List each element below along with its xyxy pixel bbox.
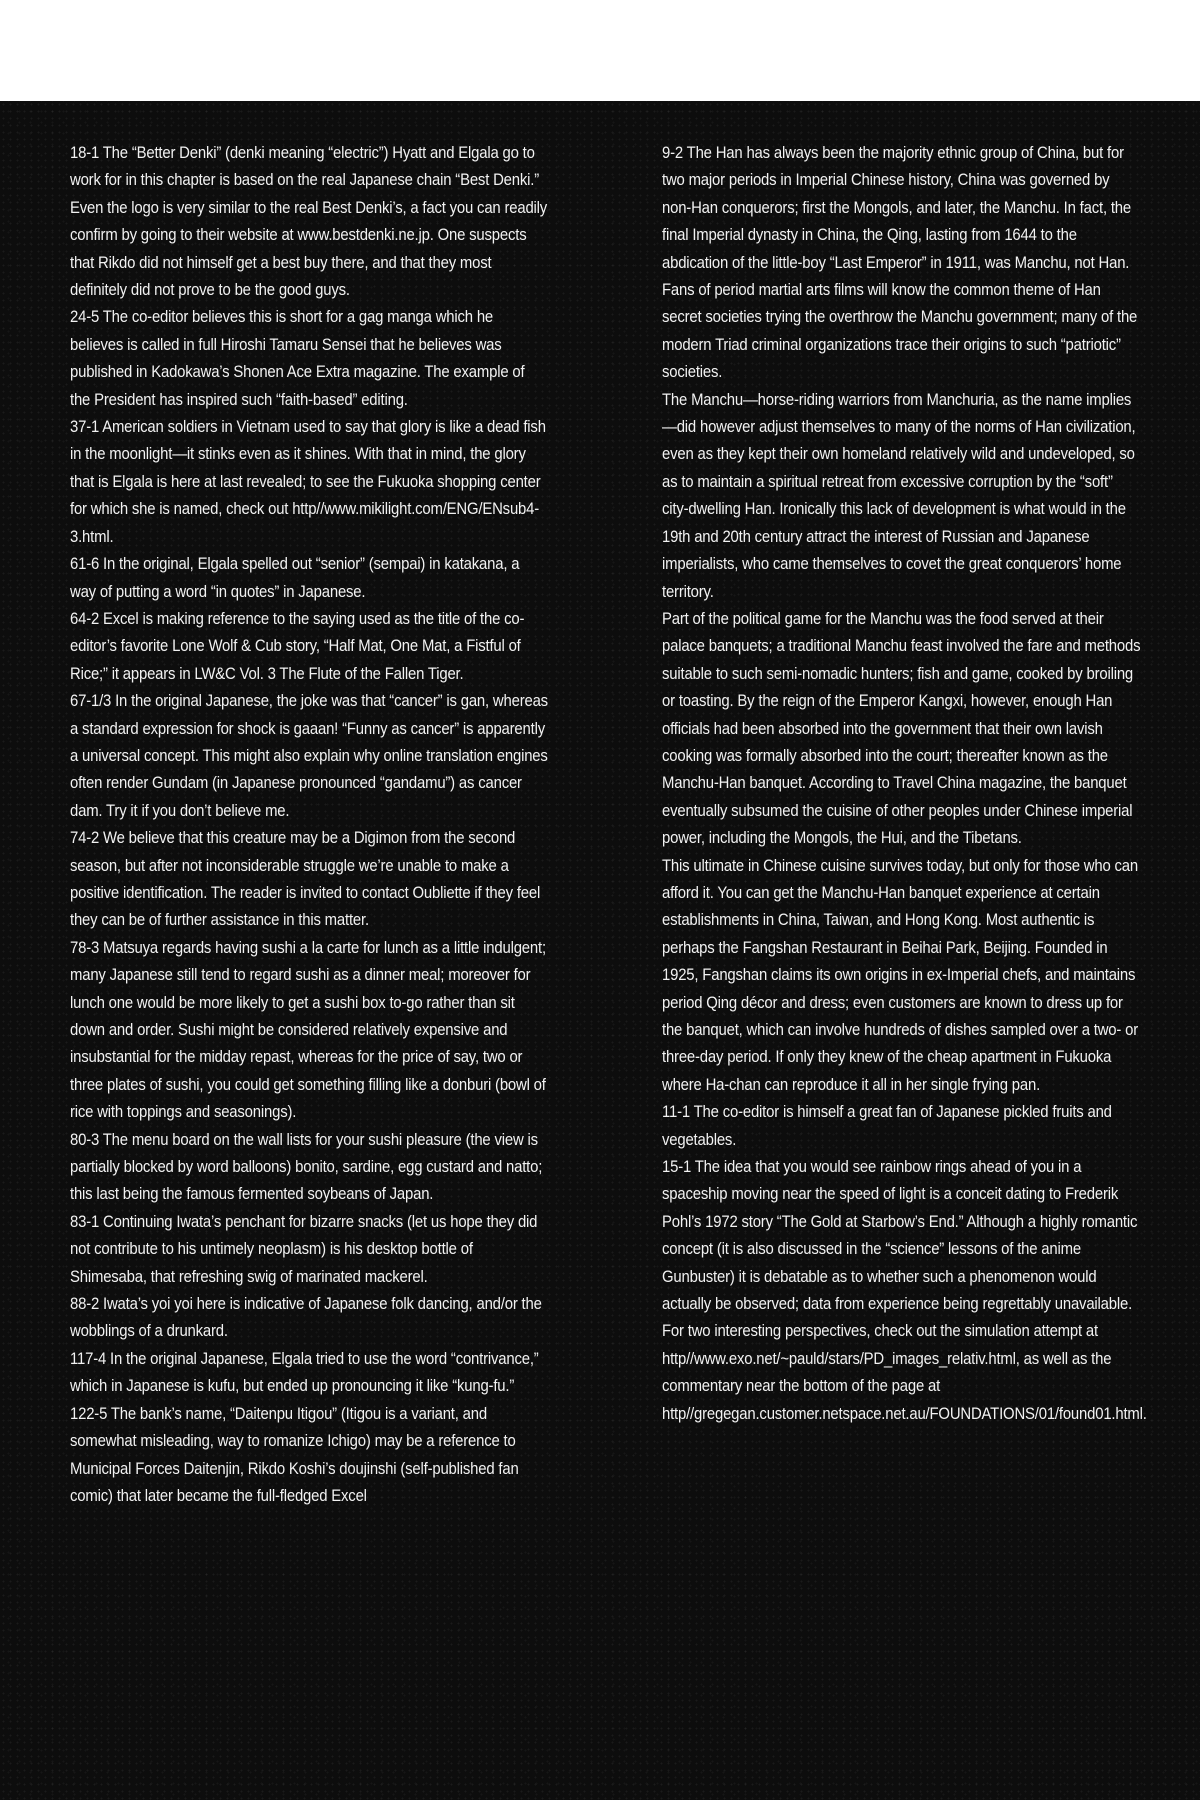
note-80-3: 80-3 The menu board on the wall lists for your sushi pleasure (the view is partially blocked by word balloons) bonito, sardine, egg custard and natto; this last being the famous fermented soybeans of Japan. [70,1130,543,1204]
note-83-1: 83-1 Continuing Iwata’s penchant for bizarre snacks (let us hope they did not contribute to his untimely neoplasm) is his desktop bottle of Shimesaba, that refreshing swig of marinated mackerel. [70,1212,538,1286]
right-column [662,140,1147,1428]
note-manchu-paragraph: The Manchu—horse-riding warriors from Manchuria, as the name implies—did however adjust themselves to many of the norms of Han civilization, even as they kept their own homeland relatively wild and undeveloped, so as to maintain a spiritual retreat from excessive corruption by the “soft” city-dwelling Han. Ironically this lack of development is what would in the 19th and 20th century attract the interest of Russian and Japanese imperialists, who came themselves to covet the great conquerors’ home territory. [662,390,1136,601]
note-64-2: 64-2 Excel is making reference to the saying used as the title of the co-editor’s favorite Lone Wolf & Cub story, “Half Mat, One Mat, a Fistful of Rice;” it appears in LW&C Vol. 3 The Flute of the Fallen Tiger. [70,609,525,683]
note-9-2: 9-2 The Han has always been the majority ethnic group of China, but for two major periods in Imperial Chinese history, China was governed by non-Han conquerors; first the Mongols, and later, the Manchu. In fact, the final Imperial dynasty in China, the Qing, lasting from 1644 to the abdication of the little-boy “Last Emperor” in 1911, was Manchu, not Han. Fans of period martial arts films will know the common theme of Han secret societies trying the overthrow the Manchu government; many of the modern Triad criminal organizations trace their origins to such “patriotic” societies. [662,144,1138,382]
left-column [70,140,548,1510]
note-15-1: 15-1 The idea that you would see rainbow rings ahead of you in a spaceship moving near the speed of light is a conceit dating to Frederik Pohl’s 1972 story “The Gold at Starbow’s End.” Although a highly romantic concept (it is also discussed in the “science” lessons of the anime Gunbuster) it is debatable as to whether such a phenomenon would actually be observed; data from experience being regrettably unavailable. For two interesting perspectives, check out the simulation attempt at http//www.exo.net/~pauld/stars/PD_images_relativ.html, as well as the commentary near the bottom of the page at http//gregegan.customer.netspace.net.au/FOUNDATIONS/01/found01.html. [662,1158,1147,1423]
note-61-6: 61-6 In the original, Elgala spelled out “senior” (sempai) in katakana, a way of putting a word “in quotes” in Japanese. [70,555,520,601]
note-11-1: 11-1 The co-editor is himself a great fan of Japanese pickled fruits and vegetables. [662,1103,1112,1149]
note-cuisine-paragraph: This ultimate in Chinese cuisine survives today, but only for those who can afford it. You can get the Manchu-Han banquet experience at certain establishments in China, Taiwan, and Hong Kong. Most authentic is perhaps the Fangshan Restaurant in Beihai Park, Beijing. Founded in 1925, Fangshan claims its own origins in ex-Imperial chefs, and maintains period Qing décor and dress; even customers are known to dress up for the banquet, which can involve hundreds of dishes sampled over a two- or three-day period. If only they knew of the cheap apartment in Fukuoka where Ha-chan can reproduce it all in her single frying pan. [662,856,1139,1094]
note-122-5: 122-5 The bank’s name, “Daitenpu Itigou” (Itigou is a variant, and somewhat misleading, way to romanize Ichigo) may be a reference to Municipal Forces Daitenjin, Rikdo Koshi’s doujinshi (self-published fan comic) that later became the full-fledged Excel [70,1404,519,1505]
note-37-1: 37-1 American soldiers in Vietnam used to say that glory is like a dead fish in the moonlight—it stinks even as it shines. With that in mind, the glory that is Elgala is here at last revealed; to see the Fukuoka shopping center for which she is named, check out http//www.mikilight.com/ENG/ENsub4-3.html. [70,418,546,546]
note-88-2: 88-2 Iwata’s yoi yoi here is indicative of Japanese folk dancing, and/or the wobblings of a drunkard. [70,1295,542,1341]
note-banquet-paragraph: Part of the political game for the Manchu was the food served at their palace banquets; a traditional Manchu feast involved the fare and methods suitable to such semi-nomadic hunters; fish and game, cooked by broiling or toasting. By the reign of the Emperor Kangxi, however, enough Han officials had been absorbed into the government that their own lavish cooking was formally absorbed into the court; thereafter known as the Manchu-Han banquet. According to Travel China magazine, the banquet eventually subsumed the cuisine of other peoples under Chinese imperial power, including the Mongols, the Hui, and the Tibetans. [662,609,1141,848]
note-74-2: 74-2 We believe that this creature may be a Digimon from the second season, but after not inconsiderable struggle we’re unable to make a positive identification. The reader is invited to contact Oubliette if they feel they can be of further assistance in this matter. [70,829,541,930]
note-18-1: 18-1 The “Better Denki” (denki meaning “electric”) Hyatt and Elgala go to work for in this chapter is based on the real Japanese chain “Best Denki.” Even the logo is very similar to the real Best Denki’s, a fact you can readily confirm by going to their website at www.bestdenki.ne.jp. One suspects that Rikdo did not himself get a best buy there, and that they most definitely did not prove to be the good guys. [70,144,548,300]
note-78-3: 78-3 Matsuya regards having sushi a la carte for lunch as a little indulgent; many Japanese still tend to regard sushi as a dinner meal; moreover for lunch one would be more likely to get a sushi box to-go rather than sit down and order. Sushi might be considered relatively expensive and insubstantial for the midday repast, whereas for the price of say, two or three plates of sushi, you could get something filling like a donburi (bowl of rice with toppings and seasonings). [70,938,546,1122]
note-24-5: 24-5 The co-editor believes this is short for a gag manga which he believes is called in full Hiroshi Tamaru Sensei that he believes was published in Kadokawa’s Shonen Ace Extra magazine. The example of the President has inspired such “faith-based” editing. [70,308,525,409]
note-117-4: 117-4 In the original Japanese, Elgala tried to use the word “contrivance,” which in Japanese is kufu, but ended up pronouncing it like “kung-fu.” [70,1349,539,1396]
note-67-1-3: 67-1/3 In the original Japanese, the joke was that “cancer” is gan, whereas a standard expression for shock is gaaan! “Funny as cancer” is apparently a universal concept. This might also explain why online translation engines often render Gundam (in Japanese pronounced “gandamu”) as cancer dam. Try it if you don’t believe me. [70,692,548,820]
